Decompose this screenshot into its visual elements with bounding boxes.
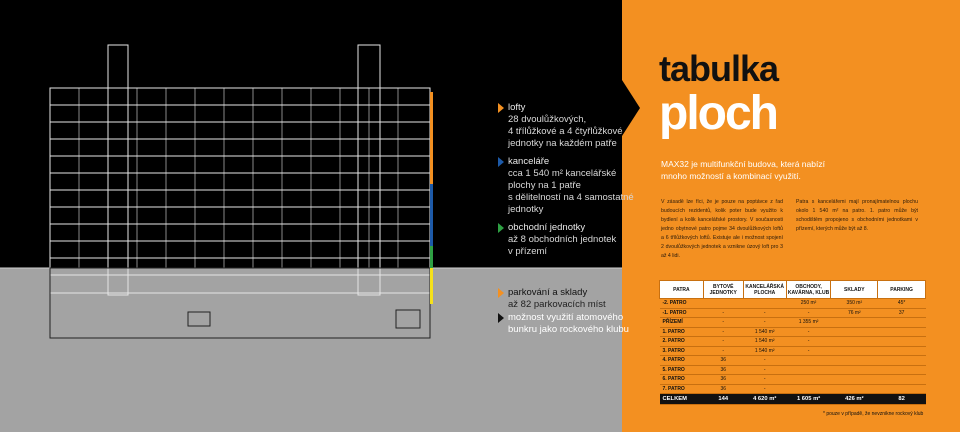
table-cell: 36 — [703, 375, 743, 385]
table-cell: 6. PATRO — [660, 375, 704, 385]
legend-lofty-heading: lofty — [508, 102, 526, 113]
table-cell — [878, 318, 926, 328]
table-cell — [786, 365, 831, 375]
legend-parking-line: až 82 parkovacích míst — [508, 299, 606, 310]
table-cell: - — [786, 308, 831, 318]
table-cell — [878, 337, 926, 347]
lofty-arrow-icon — [498, 103, 504, 113]
table-cell: 36 — [703, 356, 743, 366]
table-row — [660, 384, 926, 394]
table-header-row — [660, 281, 926, 299]
table-row — [660, 337, 926, 347]
header-shops: OBCHODY, KAVÁRNA, KLUB — [786, 281, 831, 299]
header-parking: PARKING — [878, 281, 926, 299]
table-cell: 250 m² — [786, 299, 831, 309]
table-cell: - — [703, 327, 743, 337]
legend-parking-heading: parkování a sklady — [508, 287, 588, 298]
table-cell: - — [703, 346, 743, 356]
table-cell: 1 540 m² — [743, 337, 786, 347]
legend-bunker-heading: možnost využití atomového — [508, 312, 624, 323]
table-cell: 4. PATRO — [660, 356, 704, 366]
header-storage: SKLADY — [831, 281, 878, 299]
table-cell: 1 540 m² — [743, 346, 786, 356]
table-cell: 2. PATRO — [660, 337, 704, 347]
legend-offices-heading: kanceláře — [508, 156, 550, 167]
table-cell: - — [743, 375, 786, 385]
total-cell: 4 620 m² — [743, 394, 786, 405]
parking-zone-bar — [430, 268, 433, 304]
header-office: KANCELÁŘSKÁ PLOCHA — [743, 281, 786, 299]
area-table — [659, 280, 926, 405]
table-cell: - — [786, 346, 831, 356]
table-row — [660, 375, 926, 385]
office-arrow-icon — [498, 157, 504, 167]
table-cell: 1. PATRO — [660, 327, 704, 337]
legend-retail — [508, 222, 616, 258]
table-cell: - — [743, 356, 786, 366]
table-cell — [831, 327, 878, 337]
table-cell: - — [703, 318, 743, 328]
intro-text: MAX32 je multifunkční budova, která nabízí mnoho možností a kombinací využití. — [661, 159, 825, 181]
parking-arrow-icon — [498, 288, 504, 298]
total-cell: 426 m² — [831, 394, 878, 405]
table-cell — [703, 299, 743, 309]
total-cell: CELKEM — [660, 394, 704, 405]
table-row — [660, 318, 926, 328]
legend-offices — [508, 156, 634, 216]
page-title-line1: tabulka — [659, 48, 779, 89]
table-row — [660, 299, 926, 309]
table-cell: 7. PATRO — [660, 384, 704, 394]
table-cell: -2. PATRO — [660, 299, 704, 309]
page-title-line2: ploch — [659, 87, 777, 140]
table-cell: - — [743, 308, 786, 318]
retail-zone-bar — [430, 246, 433, 268]
table-cell: - — [743, 318, 786, 328]
table-cell: PŘÍZEMÍ — [660, 318, 704, 328]
header-floors: PATRA — [660, 281, 704, 299]
table-cell — [743, 299, 786, 309]
legend-lofty-line: jednotky na každém patře — [508, 138, 617, 149]
table-cell: 37 — [878, 308, 926, 318]
table-row — [660, 327, 926, 337]
table-cell — [831, 375, 878, 385]
table-cell — [786, 356, 831, 366]
total-cell: 1 605 m² — [786, 394, 831, 405]
table-cell: 5. PATRO — [660, 365, 704, 375]
footnote: * pouze v případě, že nevznikne rockový klub — [823, 411, 924, 417]
table-cell — [786, 384, 831, 394]
table-cell: - — [703, 308, 743, 318]
table-cell — [831, 318, 878, 328]
table-cell: - — [786, 337, 831, 347]
office-zone-bar — [430, 184, 433, 246]
table-cell: 1 540 m² — [743, 327, 786, 337]
table-cell — [878, 356, 926, 366]
legend-parking — [508, 287, 606, 311]
lofty-zone-bar — [430, 92, 433, 184]
table-cell — [831, 356, 878, 366]
legend-lofty-line: 28 dvoulůžkových, — [508, 114, 587, 125]
legend-offices-line: plochy na 1 patře — [508, 180, 581, 191]
table-cell: 45* — [878, 299, 926, 309]
table-total-row — [660, 394, 926, 405]
paragraph-right: Patra s kancelářemi mají pronajímatelnou plochu okolo 1 540 m² na patro. 1. patro může být schodištěm propojeno s obchodními jednotkami v přízemí, kterých může být až 8. — [796, 199, 918, 232]
paragraph-left: V zásadě lze říci, že je pouze na poptávce z řad budoucích rezidentů, kolik poter bude využito k bydlení a kolik kancelářské prostory. V současnosti jedno obytnové patro pojme 34 dvoulůžkových loftů a 6 třílůžkových loftů. Existuje ale i možnost spojení 2 dvoulůžkových jednotek a vznikne úzový loft pro 3 až 4 lidi. — [661, 199, 783, 259]
table-cell: 36 — [703, 384, 743, 394]
legend-lofty — [508, 102, 623, 150]
table-cell — [831, 346, 878, 356]
legend-offices-line: cca 1 540 m² kancelářské — [508, 168, 617, 179]
table-cell — [878, 346, 926, 356]
table-cell: 1 355 m² — [786, 318, 831, 328]
table-cell: 3. PATRO — [660, 346, 704, 356]
table-cell — [786, 375, 831, 385]
panel-arrow-notch — [622, 80, 640, 136]
table-cell: - — [703, 337, 743, 347]
table-cell — [878, 327, 926, 337]
legend-lofty-line: 4 třílůžkové a 4 čtyřlůžkové — [508, 126, 623, 137]
table-cell — [878, 375, 926, 385]
table-cell: 76 m² — [831, 308, 878, 318]
table-cell: - — [743, 384, 786, 394]
total-cell: 144 — [703, 394, 743, 405]
total-cell: 82 — [878, 394, 926, 405]
table-cell: 350 m² — [831, 299, 878, 309]
retail-arrow-icon — [498, 223, 504, 233]
bunker-arrow-icon — [498, 313, 504, 323]
legend-retail-heading: obchodní jednotky — [508, 222, 586, 233]
header-units: BYTOVÉ JEDNOTKY — [703, 281, 743, 299]
table-row — [660, 308, 926, 318]
table-cell: -1. PATRO — [660, 308, 704, 318]
table-cell: - — [743, 365, 786, 375]
legend-offices-line: jednotky — [508, 204, 544, 215]
table-row — [660, 356, 926, 366]
legend-offices-line: s dělitelností na 4 samostatné — [508, 192, 634, 203]
legend-retail-line: v přízemí — [508, 246, 548, 257]
table-cell — [878, 384, 926, 394]
legend-bunker — [508, 312, 629, 336]
legend-retail-line: až 8 obchodních jednotek — [508, 234, 617, 245]
table-row — [660, 346, 926, 356]
table-cell — [831, 384, 878, 394]
table-cell: 36 — [703, 365, 743, 375]
table-cell — [878, 365, 926, 375]
legend-bunker-line: bunkru jako rockového klubu — [508, 324, 629, 335]
table-row — [660, 365, 926, 375]
floor-lines — [50, 105, 430, 275]
table-cell — [831, 365, 878, 375]
table-cell — [831, 337, 878, 347]
table-cell: - — [786, 327, 831, 337]
